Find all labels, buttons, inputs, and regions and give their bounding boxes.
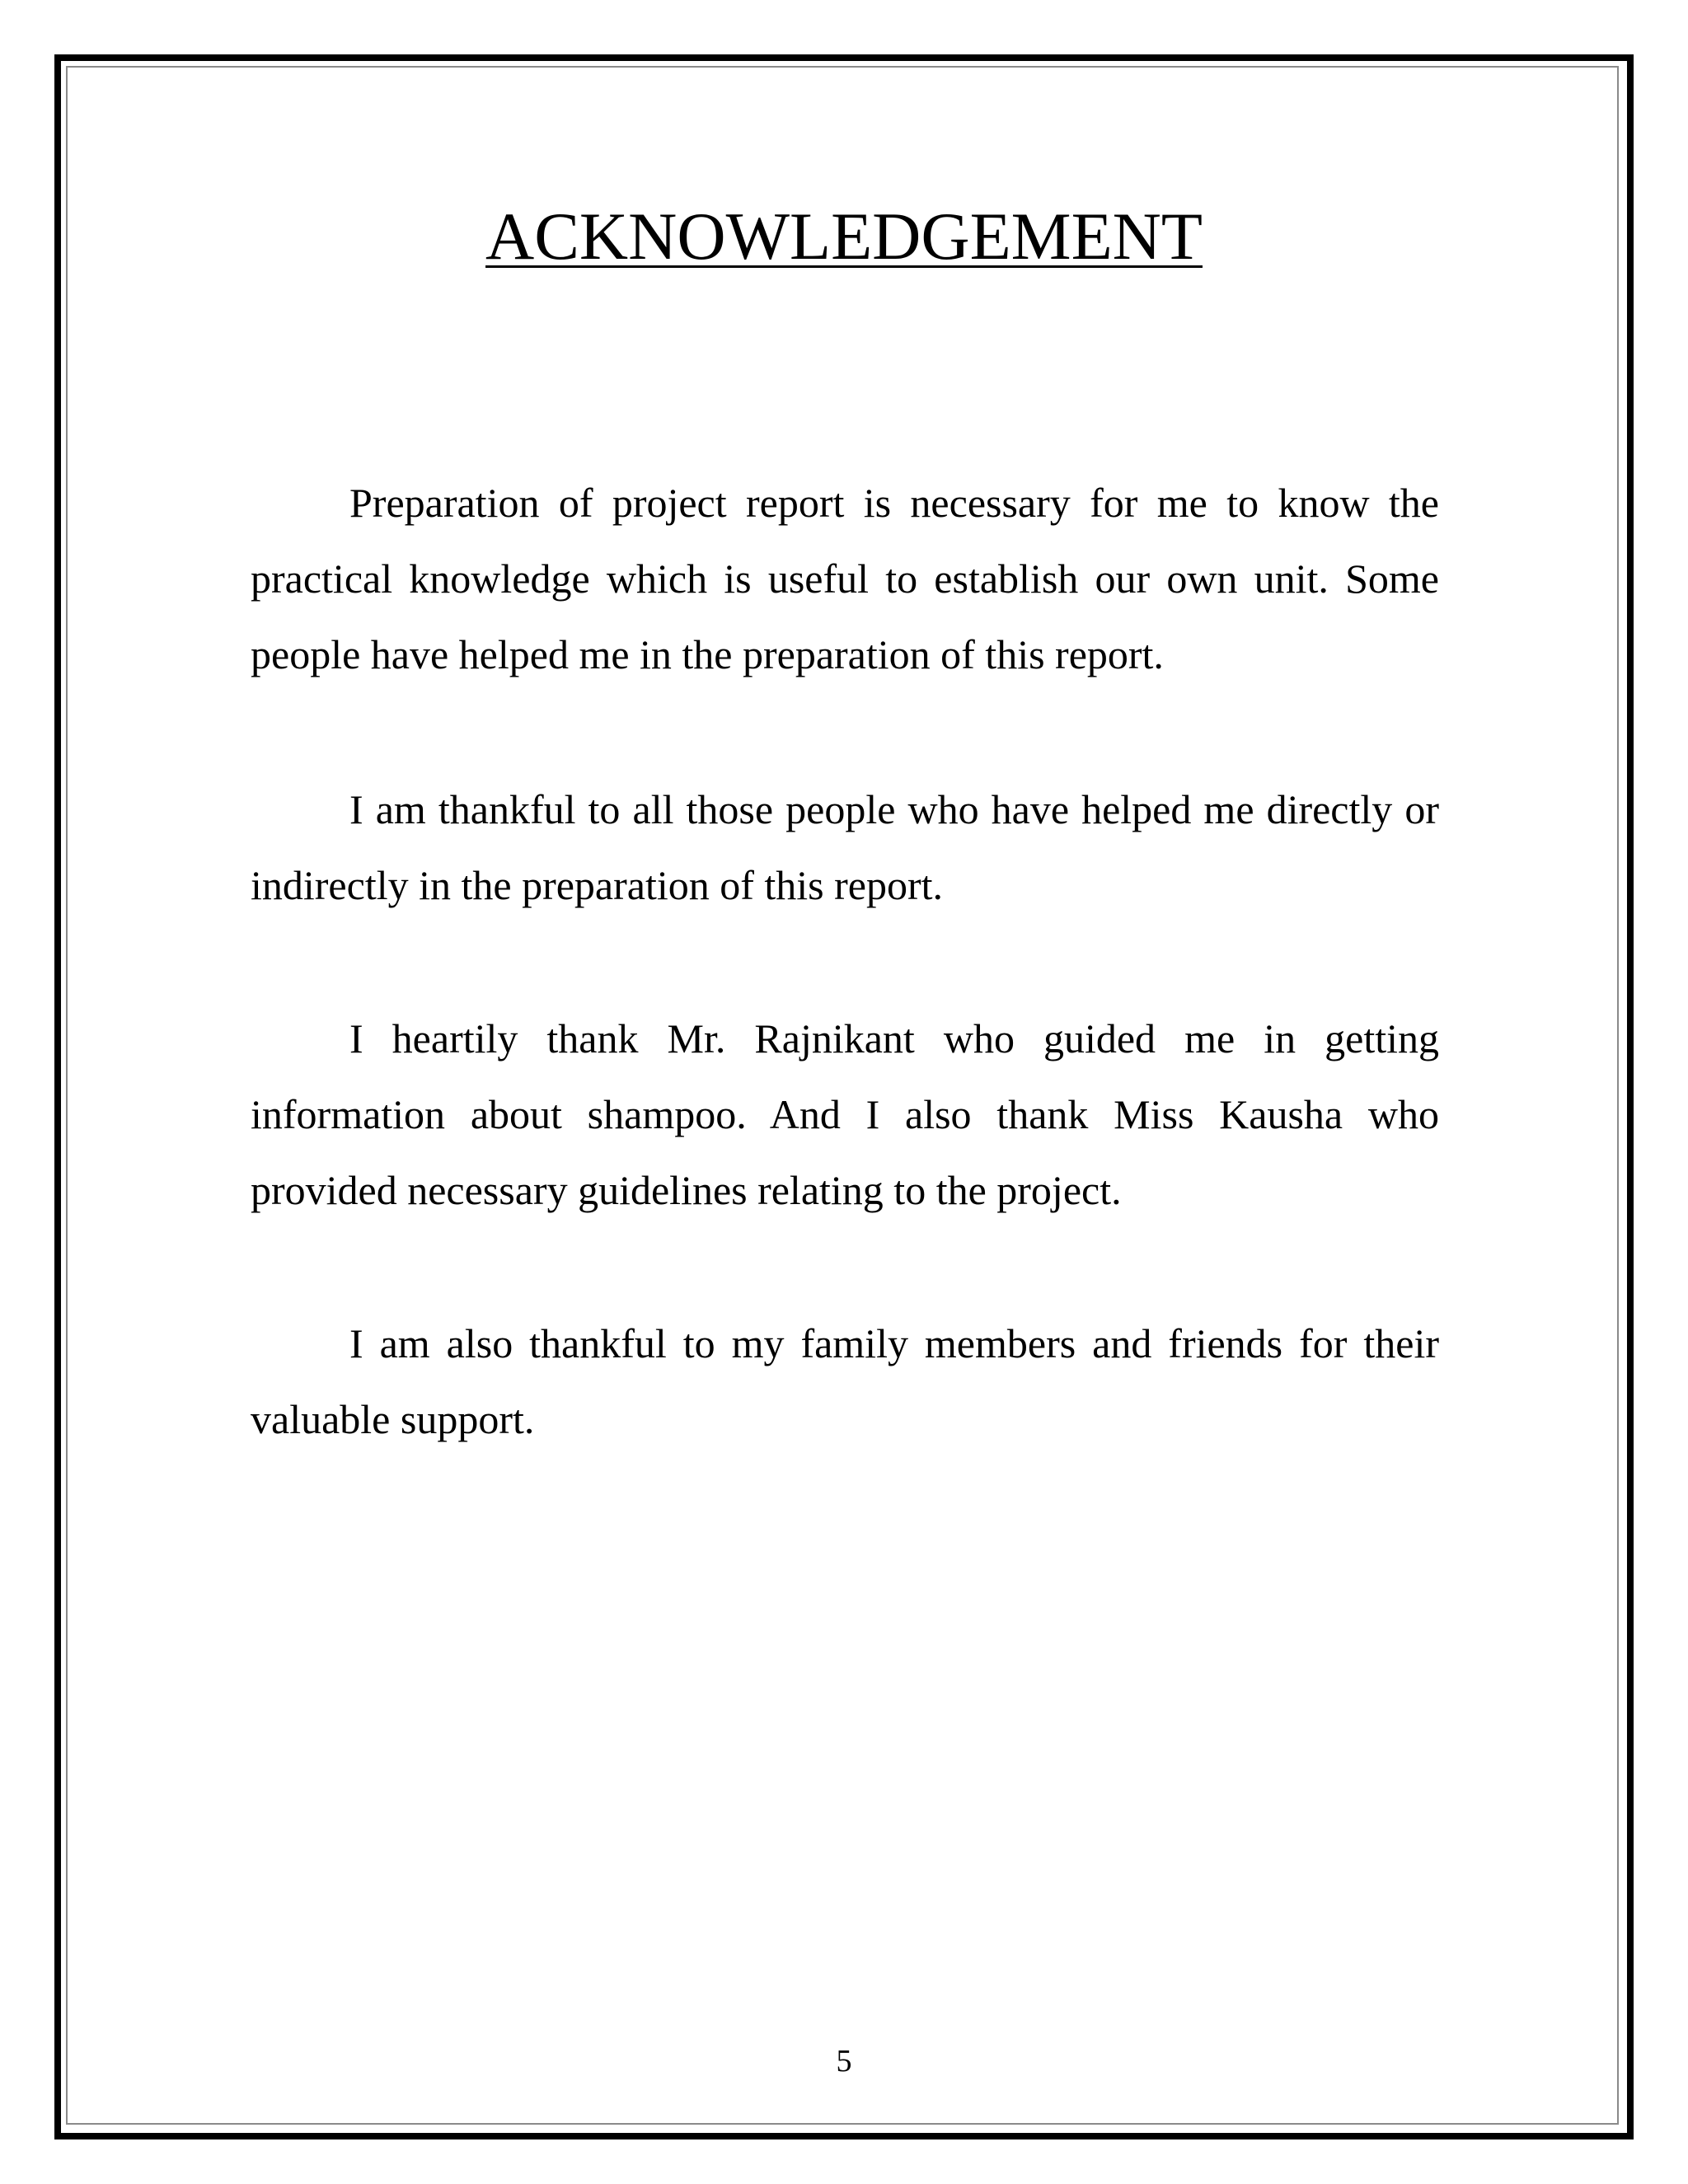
page-title-text: ACKNOWLEDGEMENT	[485, 199, 1203, 274]
paragraph-4: I am also thankful to my family members and friends for their valuable support.	[251, 1320, 1439, 1442]
paragraph-3: I heartily thank Mr. Rajnikant who guided me in getting information about shampoo. And I also thank Miss Kausha who provided necessary guidelines relating to the project.	[251, 1015, 1439, 1213]
page-title	[0, 199, 1688, 274]
paragraph-2: I am thankful to all those people who have helped me directly or indirectly in the preparation of this report.	[251, 786, 1439, 908]
paragraph-1: Preparation of project report is necessary for me to know the practical knowledge which is useful to establish our own unit. Some people have helped me in the preparation of this report.	[251, 480, 1439, 677]
page-number: 5	[836, 2044, 852, 2079]
